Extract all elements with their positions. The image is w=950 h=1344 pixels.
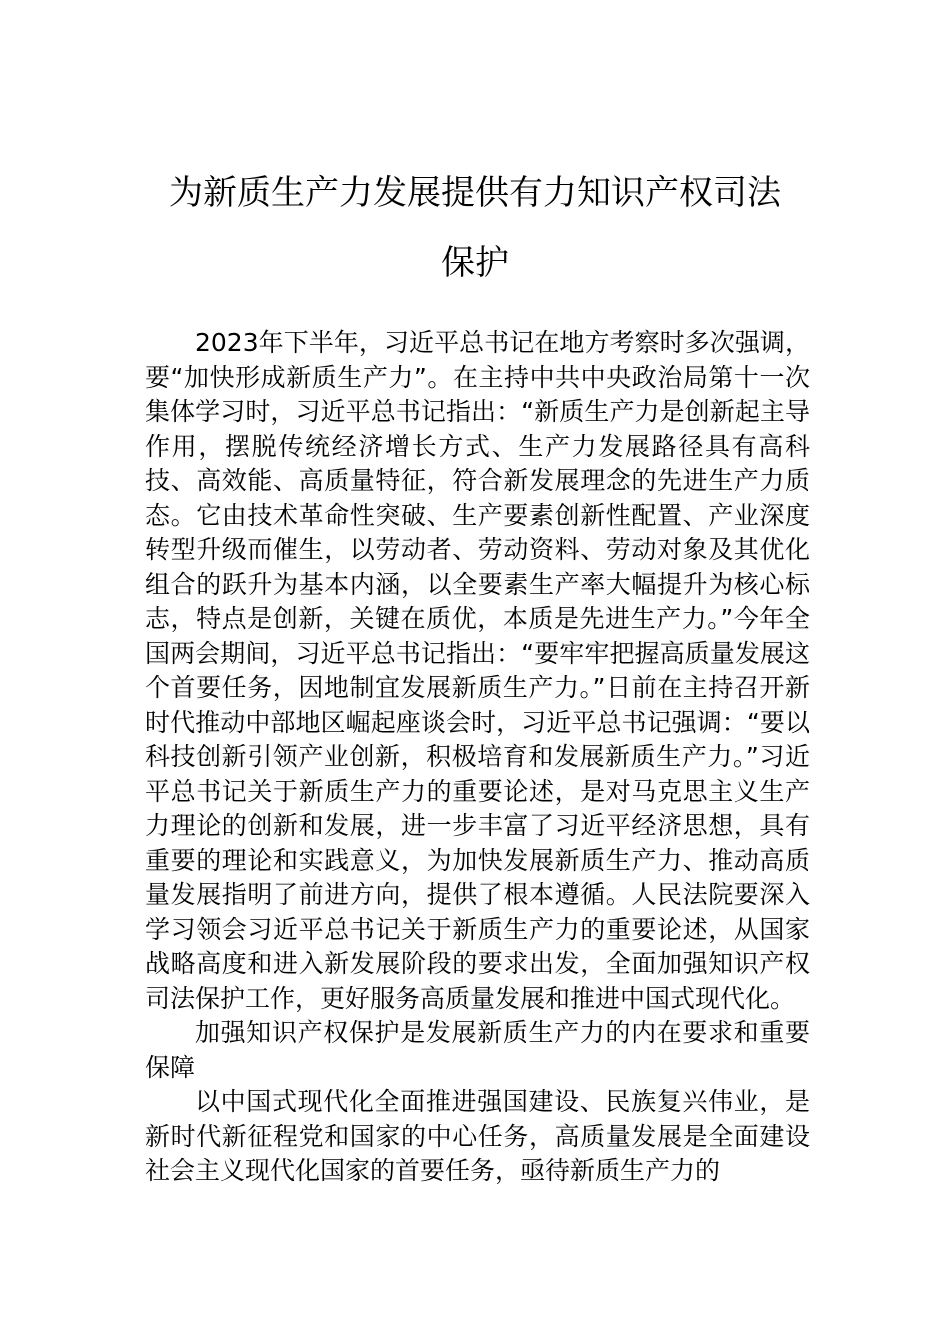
title-line-1: 为新质生产力发展提供有力知识产权司法	[169, 173, 781, 213]
title-line-2: 保护	[441, 243, 509, 283]
paragraph-1: 2023年下半年，习近平总书记在地方考察时多次强调，要“加快形成新质生产力”。在主持中共中央政治局第十一次集体学习时，习近平总书记指出：“新质生产力是创新起主导作用，摆脱传统经济增长方式、生产力发展路径具有高科技、高效能、高质量特征，符合新发展理念的先进生产力质态。它由技术革命性突破、生产要素创新性配置、产业深度转型升级而催生，以劳动者、劳动资料、劳动对象及其优化组合的跃升为基本内涵，以全要素生产率大幅提升为核心标志，特点是创新，关键在质优，本质是先进生产力。”今年全国两会期间，习近平总书记指出：“要牢牢把握高质量发展这个首要任务，因地制宜发展新质生产力。”日前在主持召开新时代推动中部地区崛起座谈会时，习近平总书记强调：“要以科技创新引领产业创新，积极培育和发展新质生产力。”习近平总书记关于新质生产力的重要论述，是对马克思主义生产力理论的创新和发展，进一步丰富了习近平经济思想，具有重要的理论和实践意义，为加快发展新质生产力、推动高质量发展指明了前进方向，提供了根本遵循。人民法院要深入学习领会习近平总书记关于新质生产力的重要论述，从国家战略高度和进入新发展阶段的要求出发，全面加强知识产权司法保护工作，更好服务高质量发展和推进中国式现代化。	[145, 328, 810, 1013]
section-heading: 加强知识产权保护是发展新质生产力的内在要求和重要保障	[145, 1018, 810, 1082]
document-title	[140, 158, 810, 298]
document-body	[145, 326, 810, 1189]
paragraph-2: 以中国式现代化全面推进强国建设、民族复兴伟业，是新时代新征程党和国家的中心任务，高质量发展是全面建设社会主义现代化国家的首要任务，亟待新质生产力的	[145, 1087, 810, 1185]
